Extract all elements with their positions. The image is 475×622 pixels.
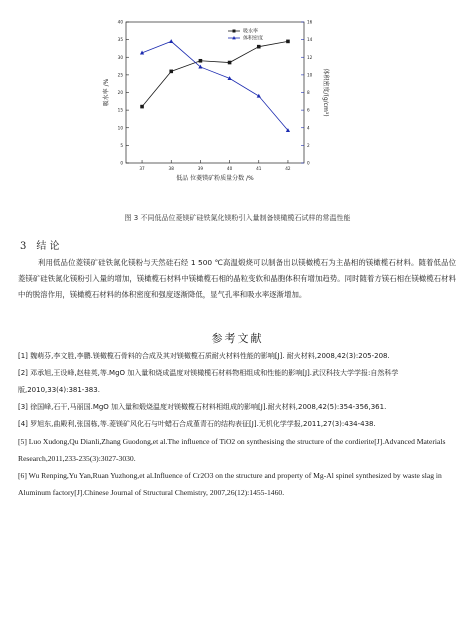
right-tick-label: 8 [307, 90, 310, 95]
legend-marker [233, 30, 236, 33]
series-line-1 [142, 41, 288, 106]
left-tick-label: 10 [117, 125, 123, 131]
data-point [199, 59, 203, 63]
left-tick-label: 0 [120, 160, 123, 166]
left-tick-label: 15 [117, 107, 123, 113]
left-tick-label: 25 [117, 72, 123, 78]
section-number: 3 [20, 241, 27, 252]
legend-label: 吸水率 [243, 28, 259, 35]
left-axis-label: 吸水率 /% [103, 78, 110, 107]
data-point [257, 94, 261, 98]
reference-item-6: [6] Wu Renping,Yu Yan,Ruan Yuzhong,et al.Influence of Cr2O3 on the structure and property of Mg-Al spinel synthesized by waste slag in Aluminum factory[J].Chinese Journal of Structural Chemistry, 2007,26(12):1455-1460. [18, 471, 442, 497]
figure-3-chart [0, 0, 475, 222]
legend-label: 体积密度 [243, 35, 264, 42]
x-tick-label: 37 [139, 166, 145, 171]
right-tick-label: 2 [307, 142, 310, 148]
reference-item-1: [1] 魏萌芬,李文胜,李鹏.镁橄榄石骨料的合成及其对镁橄榄石质耐火材料性能的影响[J]. 耐火材料,2008,42(3):205-208. [18, 352, 390, 360]
reference-item-3: [3] 徐国峰,石干,马丽国.MgO 加入量和煅烧温度对镁橄榄石材料相组成的影响[J].耐火材料,2008,42(5):354-356,361. [18, 403, 387, 411]
section-title: 结 论 [36, 241, 60, 252]
reference-list [18, 348, 458, 501]
references-title: 参考文献 [211, 332, 264, 345]
right-tick-label: 16 [307, 19, 313, 25]
right-tick-label: 6 [307, 107, 310, 113]
data-point [286, 40, 290, 44]
data-point [169, 39, 173, 43]
reference-item-2: [2] 邓承旭,王设峰,赵桂英,等.MgO 加入量和烧成温度对镁橄榄石材料物相组成和性能的影响[J].武汉科技大学学报:自然科学版,2010,33(4):381-383. [18, 369, 399, 394]
right-tick-label: 12 [307, 54, 313, 60]
right-tick-label: 10 [307, 72, 313, 78]
figure-caption: 图 3 不同低品位菱镁矿硅铁氮化镁粉引入量制备镁橄榄石试样的常温性能 [124, 214, 351, 222]
data-point [169, 70, 173, 74]
right-tick-label: 4 [307, 125, 310, 131]
x-axis-label: 低品 位菱镁矿粉质量分数 /% [176, 175, 254, 182]
left-tick-label: 40 [117, 19, 123, 25]
x-tick-label: 42 [285, 166, 291, 171]
left-tick-label: 35 [117, 37, 123, 43]
left-tick-label: 5 [120, 142, 123, 148]
reference-item-4: [4] 罗旭东,曲殿利,张国栋,等.菱镁矿风化石与叶蜡石合成堇青石的结构表征[J].无机化学学报,2011,27(3):434-438. [18, 420, 376, 428]
reference-item-5: [5] Luo Xudong,Qu Dianli,Zhang Guodong,et al.The influence of TiO2 on synthesising the structure of the cordierite[J].Advanced Materials Research,2011,233-235(3):3027-3030. [18, 437, 446, 463]
left-tick-label: 20 [117, 90, 123, 95]
left-tick-label: 30 [117, 54, 123, 60]
data-point [140, 105, 144, 109]
data-point [228, 61, 232, 65]
series-line-2 [142, 41, 288, 130]
x-tick-label: 39 [197, 166, 204, 171]
conclusion-paragraph: 利用低品位菱镁矿硅铁氮化镁粉与天然硅石经 1 500 ℃高温煅烧可以制备出以镁橄榄石为主晶相的镁橄榄石材料。随着低品位菱镁矿硅铁氮化镁粉引入量的增加，镁橄榄石材料中镁橄榄石相的晶粒变软和晶胞体积有增加趋势。同时随着方镁石相在镁橄榄石材料中的脱溶作用，镁橄榄石材料的体积密度和强度逐渐降低，显气孔率和吸水率逐渐增加。 [18, 258, 456, 299]
right-tick-label: 14 [307, 37, 313, 43]
x-tick-label: 38 [168, 166, 174, 171]
x-tick-label: 40 [226, 166, 233, 171]
data-point [257, 45, 261, 49]
x-tick-label: 41 [256, 166, 262, 171]
section-heading [20, 237, 70, 252]
right-axis-label: 体积密度/(g/cm³) [322, 68, 329, 117]
right-tick-label: 0 [307, 160, 310, 166]
